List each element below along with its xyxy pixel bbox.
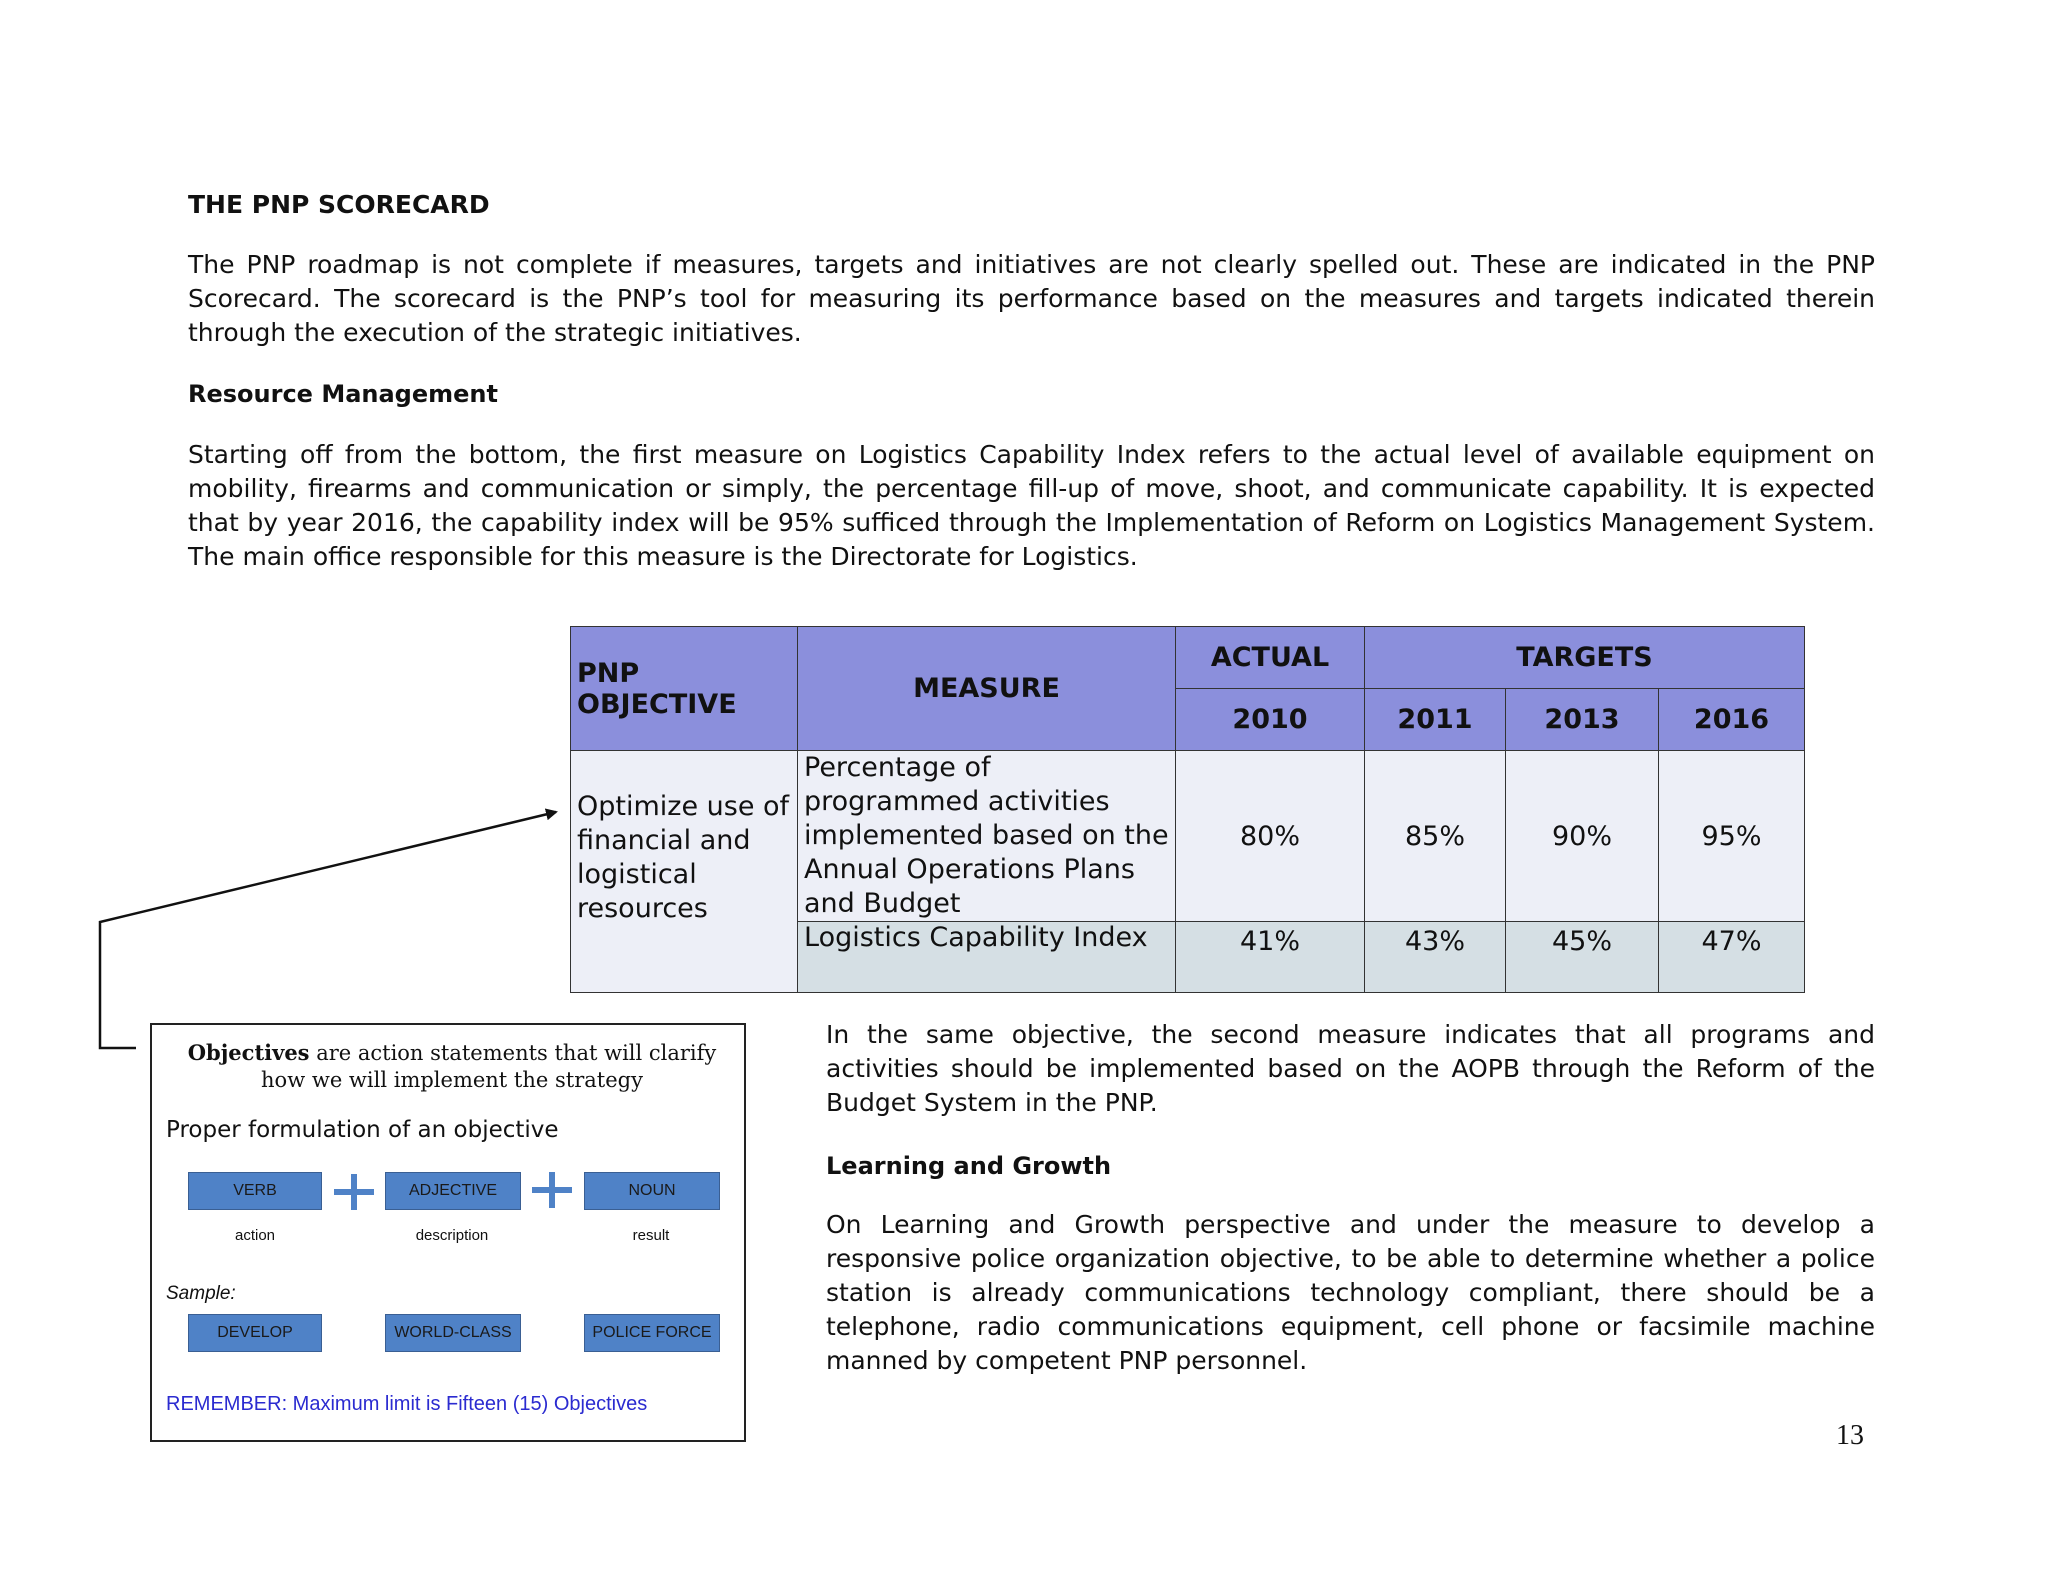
page-number: 13: [1836, 1420, 1864, 1451]
caption-result: result: [632, 1227, 670, 1244]
learning-heading: Learning and Growth: [826, 1152, 1112, 1180]
resource-heading: Resource Management: [188, 380, 498, 408]
header-actual: ACTUAL: [1176, 627, 1365, 689]
sample-worldclass-box: WORLD-CLASS: [385, 1314, 521, 1352]
measure-cell: Logistics Capability Index: [798, 922, 1176, 993]
header-year: 2010: [1176, 689, 1365, 751]
value-cell: 43%: [1365, 922, 1506, 993]
value-cell: 95%: [1659, 751, 1805, 922]
caption-description: description: [415, 1227, 489, 1244]
header-objective: PNP OBJECTIVE: [571, 627, 798, 751]
noun-box: NOUN: [584, 1172, 720, 1210]
objective-cell: Optimize use of financial and logistical resources: [571, 751, 798, 993]
sample-policeforce-box: POLICE FORCE: [584, 1314, 720, 1352]
header-year: 2013: [1506, 689, 1659, 751]
same-objective-paragraph: In the same objective, the second measure indicates that all programs and activities should be implemented based on the AOPB through the Reform of the Budget System in the PNP.: [826, 1020, 1875, 1117]
header-year: 2016: [1659, 689, 1805, 751]
remember-note: REMEMBER: Maximum limit is Fifteen (15) Objectives: [166, 1393, 648, 1415]
resource-paragraph: Starting off from the bottom, the first measure on Logistics Capability Index refers to the actual level of available equipment on mobility, firearms and communication or simply, the percentage fill-up of move, shoot, and communicate capability. It is expected that by year 2016, the capability index will be 95% sufficed through the Implementation of Reform on Logistics Management System. The main office responsible for this measure is the Directorate for Logistics.: [188, 440, 1875, 571]
header-targets: TARGETS: [1365, 627, 1805, 689]
plus-icon: [334, 1174, 374, 1210]
header-year: 2011: [1365, 689, 1506, 751]
sample-develop-box: DEVELOP: [188, 1314, 322, 1352]
value-cell: 85%: [1365, 751, 1506, 922]
value-cell: 41%: [1176, 922, 1365, 993]
header-measure: MEASURE: [798, 627, 1176, 751]
value-cell: 45%: [1506, 922, 1659, 993]
diagram-title: Objectives are action statements that will clarify how we will implement the strategy: [187, 1040, 717, 1092]
value-cell: 90%: [1506, 751, 1659, 922]
verb-box: VERB: [188, 1172, 322, 1210]
sample-label: Sample:: [166, 1283, 236, 1304]
objectives-diagram: [150, 1023, 746, 1442]
measure-cell: Percentage of programmed activities implemented based on the Annual Operations Plans and Budget: [798, 751, 1176, 922]
diagram-subtitle: Proper formulation of an objective: [166, 1117, 559, 1143]
intro-paragraph: The PNP roadmap is not complete if measures, targets and initiatives are not clearly spelled out. These are indicated in the PNP Scorecard. The scorecard is the PNP’s tool for measuring its performance based on the measures and targets indicated therein through the execution of the strategic initiatives.: [188, 250, 1875, 347]
value-cell: 47%: [1659, 922, 1805, 993]
plus-icon: [532, 1172, 572, 1208]
adjective-box: ADJECTIVE: [385, 1172, 521, 1210]
value-cell: 80%: [1176, 751, 1365, 922]
learning-paragraph: On Learning and Growth perspective and under the measure to develop a responsive police organization objective, to be able to determine whether a police station is already communications technology compliant, there should be a telephone, radio communications equipment, cell phone or facsimile machine manned by competent PNP personnel.: [826, 1210, 1875, 1375]
page-heading: THE PNP SCORECARD: [188, 190, 490, 219]
caption-action: action: [234, 1227, 276, 1244]
